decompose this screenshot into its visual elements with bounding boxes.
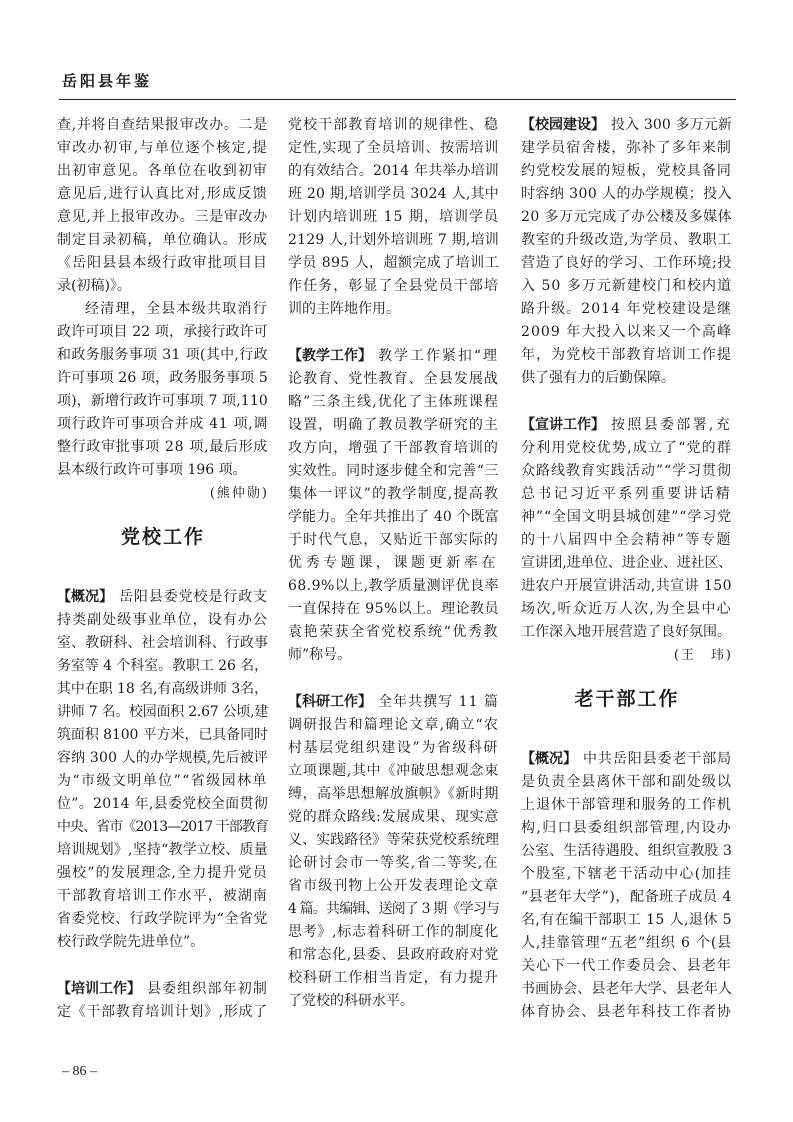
text-line [521,886,733,909]
line-text: 其中在职 18 名,有高级讲师 3名， [57,681,269,697]
text-line [57,413,269,436]
line-text: 和常态化,县委、县政府政府对党 [288,947,499,963]
line-text: 个股室,下辖老干活动中心(加挂 [521,866,732,882]
line-text: 筑面积 8100 平方米，已具备同时 [57,727,268,743]
text-line [57,978,269,1001]
line-text: 县委组织部年初制 [147,981,269,997]
text-line [57,298,269,321]
line-text: 袁艳荣获全省党校系统“优秀教 [288,624,499,640]
text-line [521,598,733,621]
line-text: 名,有在编干部职工 15 人,退休 5 [521,912,732,928]
line-text: 持类副处级事业单位，设有办公 [57,612,268,628]
text-line [57,908,269,931]
paragraph [288,691,500,1013]
paragraph-gap [57,954,269,978]
line-text: 设置，明确了教员教学研究的主 [288,417,499,433]
line-text: 讲师 7 名。校园面积 2.67 公顷,建 [57,704,269,720]
text-line [521,460,733,483]
line-text: 缚，高举思想解放旗帜》《新时期 [288,786,499,802]
author-credit: (王 玮) [673,648,733,663]
paragraph [288,345,500,667]
text-line [57,1001,269,1024]
text-line [521,552,733,575]
line-text: 室、教研科、社会培训科、行政事 [57,635,269,651]
text-line [521,817,733,840]
paragraph [521,748,733,1024]
line-text: 定《干部教育培训计划》,形成了 [57,1004,268,1020]
text-line [288,967,500,990]
text-line [57,747,269,770]
text-line [288,944,500,967]
line-text: 神”“全国文明县城创建”“学习党 [521,509,733,525]
text-line [57,114,269,137]
line-text: 村基层党组织建设”为省级科研 [288,740,499,756]
text-column-1 [57,114,269,1024]
text-column-3 [521,114,733,1024]
text-line [521,575,733,598]
line-text: 论研讨会市一等奖,省二等奖,在 [288,855,499,871]
text-line [288,737,500,760]
text-line [57,137,269,160]
line-text: 审改办初审,与单位逐个核定,提 [57,140,268,156]
line-text: 整行政审批事项 28 项,最后形成 [57,439,269,455]
text-line [288,414,500,437]
line-text: 构,归口县委组织部管理,内设办 [521,820,732,836]
section-label: 【校园建设】 [521,117,605,133]
page-number: – 86 – [62,1064,97,1079]
text-line [57,609,269,632]
text-line [521,183,733,206]
text-line [57,160,269,183]
text-line [288,183,500,206]
line-text: 全年共撰写 11 篇 [378,694,500,710]
line-text: 时容纳 300 人的办学规模；投入 [521,186,732,202]
text-line [288,875,500,898]
line-text: 实效性。同时逐步健全和完善“三 [288,463,499,479]
paragraph [57,114,269,298]
paragraph [521,114,733,390]
section-label: 【概况】 [521,751,577,767]
line-text: 投入 300 多万元新 [611,117,733,133]
line-text: 录(初稿)》。 [57,278,131,294]
text-line [57,655,269,678]
line-text: 干部教育培训工作水平，被湖南 [57,888,268,904]
paragraph [57,586,269,954]
line-text: 党校干部教育培训的规律性、稳 [288,117,499,133]
line-text: 略”三条主线,优化了主体班课程 [288,394,500,410]
line-text: 省市级刊物上公开发表理论文章 [288,878,499,894]
text-line [521,321,733,344]
line-text: 体育协会、县老年科技工作者协 [521,1004,732,1020]
running-header-title: 岳阳县年鉴 [62,72,153,90]
line-text: 书画协会、县老年大学、县老年人 [521,981,733,997]
text-line [57,344,269,367]
line-text: 许可事项 26 项，政务服务事项 5 [57,370,268,386]
text-line [521,137,733,160]
line-text: 《岳阳县县本级行政审批项目目 [57,255,268,271]
section-label: 【培训工作】 [57,981,141,997]
text-line [521,275,733,298]
text-line [521,932,733,955]
line-text: 培训规划》,坚持“教学立校、质量 [57,842,268,858]
text-line [57,321,269,344]
text-line [288,252,500,275]
text-line [57,724,269,747]
paragraph [288,114,500,321]
line-text: 营造了良好的学习、工作环境;投 [521,255,733,271]
line-text: 一直保持在 95%以上。理论教员 [288,601,499,617]
text-line [57,367,269,390]
text-line [288,437,500,460]
text-line [57,931,269,954]
section-label: 【科研工作】 [288,694,372,710]
line-text: 省委党校、行政学院评为“全省党 [57,911,268,927]
line-text: 年，为党校干部教育培训工作提 [521,347,732,363]
line-text: 进农户开展宣讲活动,共宣讲 150 [521,578,732,594]
line-text: 查,并将自查结果报审改办。二是 [57,117,268,133]
text-line [57,206,269,229]
text-line [288,114,500,137]
text-line [288,391,500,414]
line-text: 场次,听众近万人次,为全县中心 [521,601,732,617]
text-line [57,252,269,275]
line-text: 建学员宿舍楼，弥补了多年来制 [521,140,732,156]
line-text: 中央、省市《2013—2017 干部教育 [57,819,268,835]
text-line [521,206,733,229]
text-line [521,414,733,437]
text-line [288,206,500,229]
line-text: 出初审意见。各单位在收到初审 [57,163,268,179]
line-text: 强校”的发展理念,全力提升党员 [57,865,269,881]
text-line [521,863,733,886]
line-text: 经清理，全县本级共取消行 [85,301,268,317]
text-line [288,345,500,368]
text-line [521,771,733,794]
text-line [521,229,733,252]
line-text: 优秀专题课，课题更新率在 [288,555,499,571]
text-line [521,252,733,275]
line-text: 关心下一代工作委员会、县老年 [521,958,732,974]
line-text: 和政务服务事项 31 项(其中,行政 [57,347,268,363]
text-line [521,909,733,932]
line-text: 项)，新增行政许可事项 7 项,110 [57,393,268,409]
line-text: 4 篇。共编辑、送阅了 3 期《学习与 [288,901,500,917]
text-line [288,921,500,944]
paragraph-gap [288,321,500,345]
text-line [57,632,269,655]
text-line [288,529,500,552]
line-text: 中共岳阳县委老干部局 [583,751,732,767]
paragraph [57,298,269,482]
line-text: 项行政许可事项合并成 41 项,调 [57,416,269,432]
text-line [57,885,269,908]
line-text: 的有效结合。2014 年共举办培训 [288,163,499,179]
text-column-2 [288,114,500,1013]
line-text: 思考》,标志着科研工作的制度化 [288,924,499,940]
line-text: 众路线教育实践活动”“学习贯彻 [521,463,733,479]
line-text: 路升级。2014 年党校建设是继 [521,301,733,317]
text-line [288,506,500,529]
text-line [521,483,733,506]
line-text: 上退休干部管理和服务的工作机 [521,797,732,813]
line-text: 教学工作紧扣“理 [378,348,499,364]
line-text: 攻方向，增强了干部教育培训的 [288,440,499,456]
text-line [288,898,500,921]
text-line [288,990,500,1013]
line-text: 2009 年大投入以来又一个高峰 [521,324,733,340]
line-text: 为“市级文明单位”“省级园林单 [57,773,268,789]
author-credit: (熊仲勋) [209,486,269,501]
line-text: 分利用党校优势,成立了“党的群 [521,440,733,456]
text-line [521,794,733,817]
line-text: 党的群众路线:发展成果、现实意 [288,809,500,825]
line-text: 工作深入地开展营造了良好氛围。 [521,624,731,640]
line-text: 按照县委部署,充 [611,417,733,433]
text-line [288,460,500,483]
line-text: 容纳 300 人的办学规模,先后被评 [57,750,268,766]
line-text: 制定目录初稿，单位确认。形成 [57,232,268,248]
line-text: 校行政学院先进单位”。 [57,934,205,950]
text-line [288,714,500,737]
line-text: 人,挂靠管理“五老”组织 6 个(县 [521,935,732,951]
text-line [521,506,733,529]
text-line [521,1001,733,1024]
line-text: 了党校的科研水平。 [288,993,414,1009]
line-text: 于时代气息，又贴近干部实际的 [288,532,499,548]
text-line [288,760,500,783]
text-line [521,437,733,460]
paragraph-gap [521,390,733,414]
line-text: 师”称号。 [288,647,352,663]
line-text: 总书记习近平系列重要讲话精 [521,486,732,502]
text-line [521,114,733,137]
section-label: 【教学工作】 [288,348,372,364]
text-line [57,770,269,793]
text-line [288,275,500,298]
line-text: 约党校发展的短板，党校具备同 [521,163,732,179]
text-line [521,978,733,1001]
text-line [57,459,269,482]
text-line [57,816,269,839]
text-line [521,298,733,321]
text-line [288,644,500,667]
line-text: 供了强有力的后勤保障。 [521,370,675,386]
text-line [288,829,500,852]
line-text: 的十八届四中全会精神”等专题 [521,532,732,548]
line-text: 岳阳县委党校是行政支 [119,589,268,605]
line-text: 务室等 4 个科室。教职工 26 名， [57,658,269,674]
text-line [521,529,733,552]
text-line [288,783,500,806]
line-text: 作任务，彰显了全县党员干部培 [288,278,499,294]
line-text: 2129 人,计划外培训班 7 期,培训 [288,232,499,248]
text-line [57,183,269,206]
line-text: 20 多万元完成了办公楼及多媒体 [521,209,732,225]
line-text: 68.9%以上,教学质量测评优良率 [288,578,499,594]
text-line [521,840,733,863]
text-line [57,839,269,862]
text-line [288,483,500,506]
text-line [288,298,500,321]
section-label: 【概况】 [57,589,113,605]
paragraph-gap [288,667,500,691]
header-rule [59,99,736,100]
text-line [288,852,500,875]
text-line [57,436,269,459]
text-line [57,678,269,701]
text-line [521,160,733,183]
line-text: 班 20 期,培训学员 3024 人,其中 [288,186,499,202]
line-text: “县老年大学”)，配备班子成员 4 [521,889,732,905]
text-line [288,806,500,829]
line-text: 论教育、党性教育、全县发展战 [288,371,499,387]
text-line [57,586,269,609]
line-text: 立项课题,其中《冲破思想观念束 [288,763,499,779]
text-line [288,137,500,160]
line-text: 校科研工作相当肯定，有力提升 [288,970,499,986]
text-line [57,390,269,413]
text-line [288,552,500,575]
line-text: 教室的升级改造,为学员、教职工 [521,232,732,248]
text-line [521,748,733,771]
line-text: 位”。2014 年,县委党校全面贯彻 [57,796,269,812]
line-text: 集体一评议”的教学制度,提高教 [288,486,500,502]
line-text: 县本级行政许可事项 196 项。 [57,462,247,478]
line-text: 意见,并上报审改办。三是审改办 [57,209,268,225]
text-line [521,344,733,367]
section-label: 【宣讲工作】 [521,417,605,433]
text-line [57,275,269,298]
text-line [288,691,500,714]
text-line [57,793,269,816]
line-text: 学能力。全年共推出了 40 个既富 [288,509,499,525]
line-text: 意见后,进行认真比对,形成反馈 [57,186,268,202]
line-text: 调研报告和篇理论文章,确立“农 [288,717,500,733]
line-text: 学员 895 人，超额完成了培训工 [288,255,499,271]
text-line [57,862,269,885]
text-line [57,701,269,724]
line-text: 义、实践路径》等荣获党校系统理 [288,832,500,848]
line-text: 是负责全县离休干部和副处级以 [521,774,732,790]
line-text: 宣讲团,进单位、进企业、进社区、 [521,555,732,571]
text-line [521,367,733,390]
line-text: 入 50 多万元新建校门和校内道 [521,278,733,294]
line-text: 定性,实现了全员培训、按需培训 [288,140,499,156]
text-line [57,229,269,252]
section-heading: 老干部工作 [574,688,680,710]
text-line [521,955,733,978]
text-line [521,621,733,644]
line-text: 政许可项目 22 项，承接行政许可 [57,324,268,340]
text-line [288,229,500,252]
text-line [288,575,500,598]
paragraph [521,414,733,644]
paragraph [57,978,269,1024]
text-line [288,368,500,391]
text-line [288,598,500,621]
text-line [288,621,500,644]
line-text: 训的主阵地作用。 [288,301,400,317]
line-text: 计划内培训班 15 期，培训学员 [288,209,500,225]
line-text: 公室、生活待遇股、组织宣教股 3 [521,843,732,859]
text-line [288,160,500,183]
section-heading: 党校工作 [120,526,205,548]
